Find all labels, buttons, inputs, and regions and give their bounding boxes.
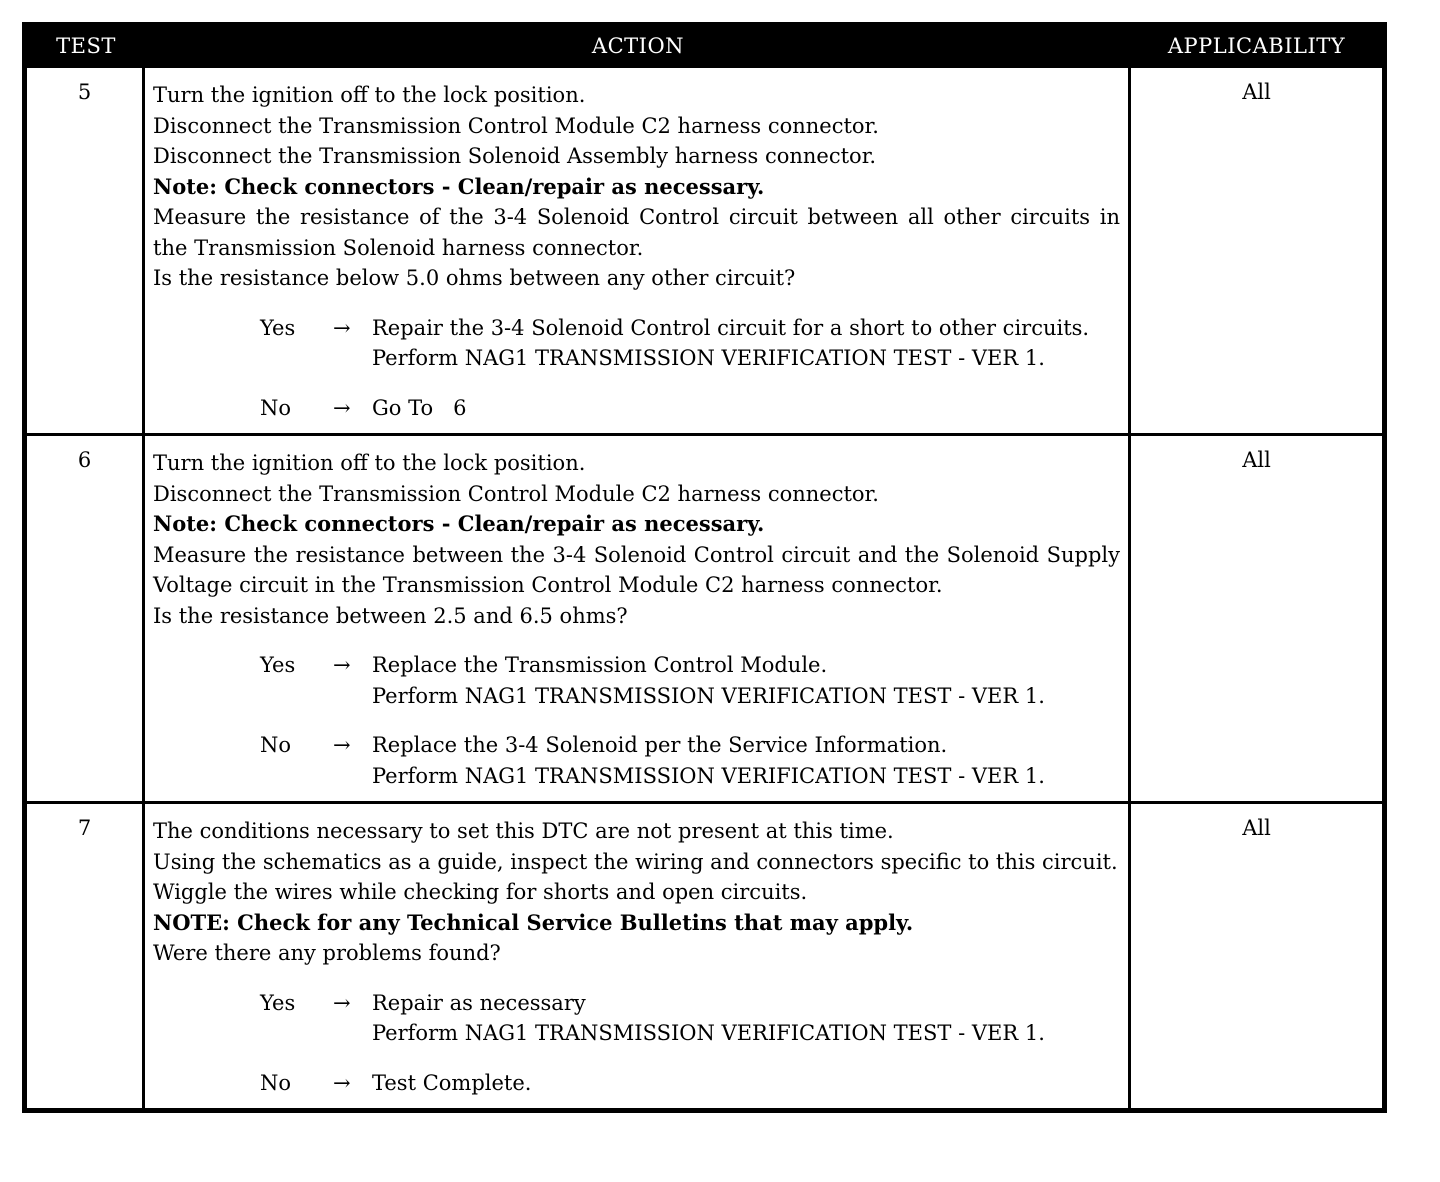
outcome-action: [372, 988, 1120, 1049]
instruction-text: Turn the ignition off to the lock position.: [153, 451, 586, 475]
outcome-label: Yes: [260, 990, 296, 1015]
table-row: [27, 433, 1382, 801]
outcome-line: Repair the 3-4 Solenoid Control circuit for a short to other circuits.: [372, 315, 1090, 340]
outcome-line: Replace the Transmission Control Module.: [372, 653, 828, 677]
instruction-text: Measure the resistance between the 3-4 Solenoid Control circuit and the Solenoid Supply Voltage circuit in the Transmission Control Module C2 harness connector.: [153, 542, 1120, 597]
outcome-action: [372, 313, 1120, 374]
test-number: 5: [27, 68, 145, 433]
applicability: All: [1242, 448, 1271, 472]
instruction-text: Turn the ignition off to the lock position.: [153, 83, 586, 107]
test-number: 7: [27, 804, 145, 1108]
action-cell: [145, 436, 1131, 801]
arrow-icon: →: [333, 395, 351, 420]
outcome-line: Perform NAG1 TRANSMISSION VERIFICATION TEST - VER 1.: [372, 683, 1045, 708]
outcome-yes: [153, 988, 1120, 1049]
outcome-label: Yes: [260, 315, 296, 340]
header-applicability: APPLICABILITY: [1167, 34, 1346, 58]
instruction-text: Disconnect the Transmission Control Module C2 harness connector.: [153, 481, 879, 506]
instruction-text: Disconnect the Transmission Control Module C2 harness connector.: [153, 113, 879, 138]
outcome-label: No: [260, 733, 292, 757]
note-text: NOTE: Check for any Technical Service Bulletins that may apply.: [153, 909, 914, 935]
outcome-no: [153, 393, 1120, 424]
outcome-line: Perform NAG1 TRANSMISSION VERIFICATION TEST - VER 1.: [372, 1021, 1045, 1045]
outcome-line: Test Complete.: [372, 1070, 532, 1095]
outcome-action: [372, 1068, 1120, 1099]
outcome-line: Go To 6: [372, 395, 467, 420]
arrow-icon: →: [333, 733, 351, 757]
action-cell: [145, 68, 1131, 433]
applicability: All: [1242, 80, 1271, 104]
test-number: 6: [27, 436, 145, 801]
action-cell: [145, 804, 1131, 1108]
instruction-text: Is the resistance below 5.0 ohms between any other circuit?: [153, 266, 796, 290]
outcome-label: No: [260, 395, 292, 420]
header-test: TEST: [56, 34, 116, 58]
arrow-icon: →: [333, 653, 351, 677]
outcome-label: No: [260, 1070, 292, 1095]
arrow-icon: →: [333, 315, 351, 340]
instruction-text: Using the schematics as a guide, inspect the wiring and connectors specific to this circuit.: [153, 849, 1118, 874]
outcome-yes: [153, 650, 1120, 711]
instruction-text: Is the resistance between 2.5 and 6.5 ohms?: [153, 603, 628, 628]
arrow-icon: →: [333, 1070, 351, 1095]
outcome-yes: [153, 313, 1120, 374]
outcome-label: Yes: [260, 653, 296, 677]
outcome-line: Repair as necessary: [372, 990, 586, 1015]
outcome-action: [372, 650, 1120, 711]
outcome-line: Replace the 3-4 Solenoid per the Service Information.: [372, 733, 948, 757]
outcome-no: [153, 1068, 1120, 1099]
outcome-action: [372, 393, 1120, 424]
instruction-text: Measure the resistance of the 3-4 Solenoid Control circuit between all other circuits in the Transmission Solenoid harness connector.: [153, 205, 1120, 260]
table-row: [27, 65, 1382, 433]
note-text: Note: Check connectors - Clean/repair as necessary.: [153, 173, 765, 199]
note-text: Note: Check connectors - Clean/repair as necessary.: [153, 511, 765, 536]
outcome-no: [153, 730, 1120, 791]
diagnostic-test-table: [22, 22, 1387, 1113]
header-action: ACTION: [591, 34, 685, 58]
applicability: All: [1242, 816, 1271, 840]
instruction-text: Wiggle the wires while checking for shorts and open circuits.: [153, 880, 808, 904]
outcome-line: Perform NAG1 TRANSMISSION VERIFICATION TEST - VER 1.: [372, 346, 1045, 370]
instruction-text: The conditions necessary to set this DTC are not present at this time.: [153, 819, 894, 843]
instruction-text: Were there any problems found?: [153, 941, 501, 965]
table-row: [27, 801, 1382, 1108]
arrow-icon: →: [333, 990, 351, 1015]
outcome-action: [372, 730, 1120, 791]
instruction-text: Disconnect the Transmission Solenoid Assembly harness connector.: [153, 144, 877, 168]
outcome-line: Perform NAG1 TRANSMISSION VERIFICATION TEST - VER 1.: [372, 763, 1045, 788]
table-header: [27, 27, 1382, 65]
